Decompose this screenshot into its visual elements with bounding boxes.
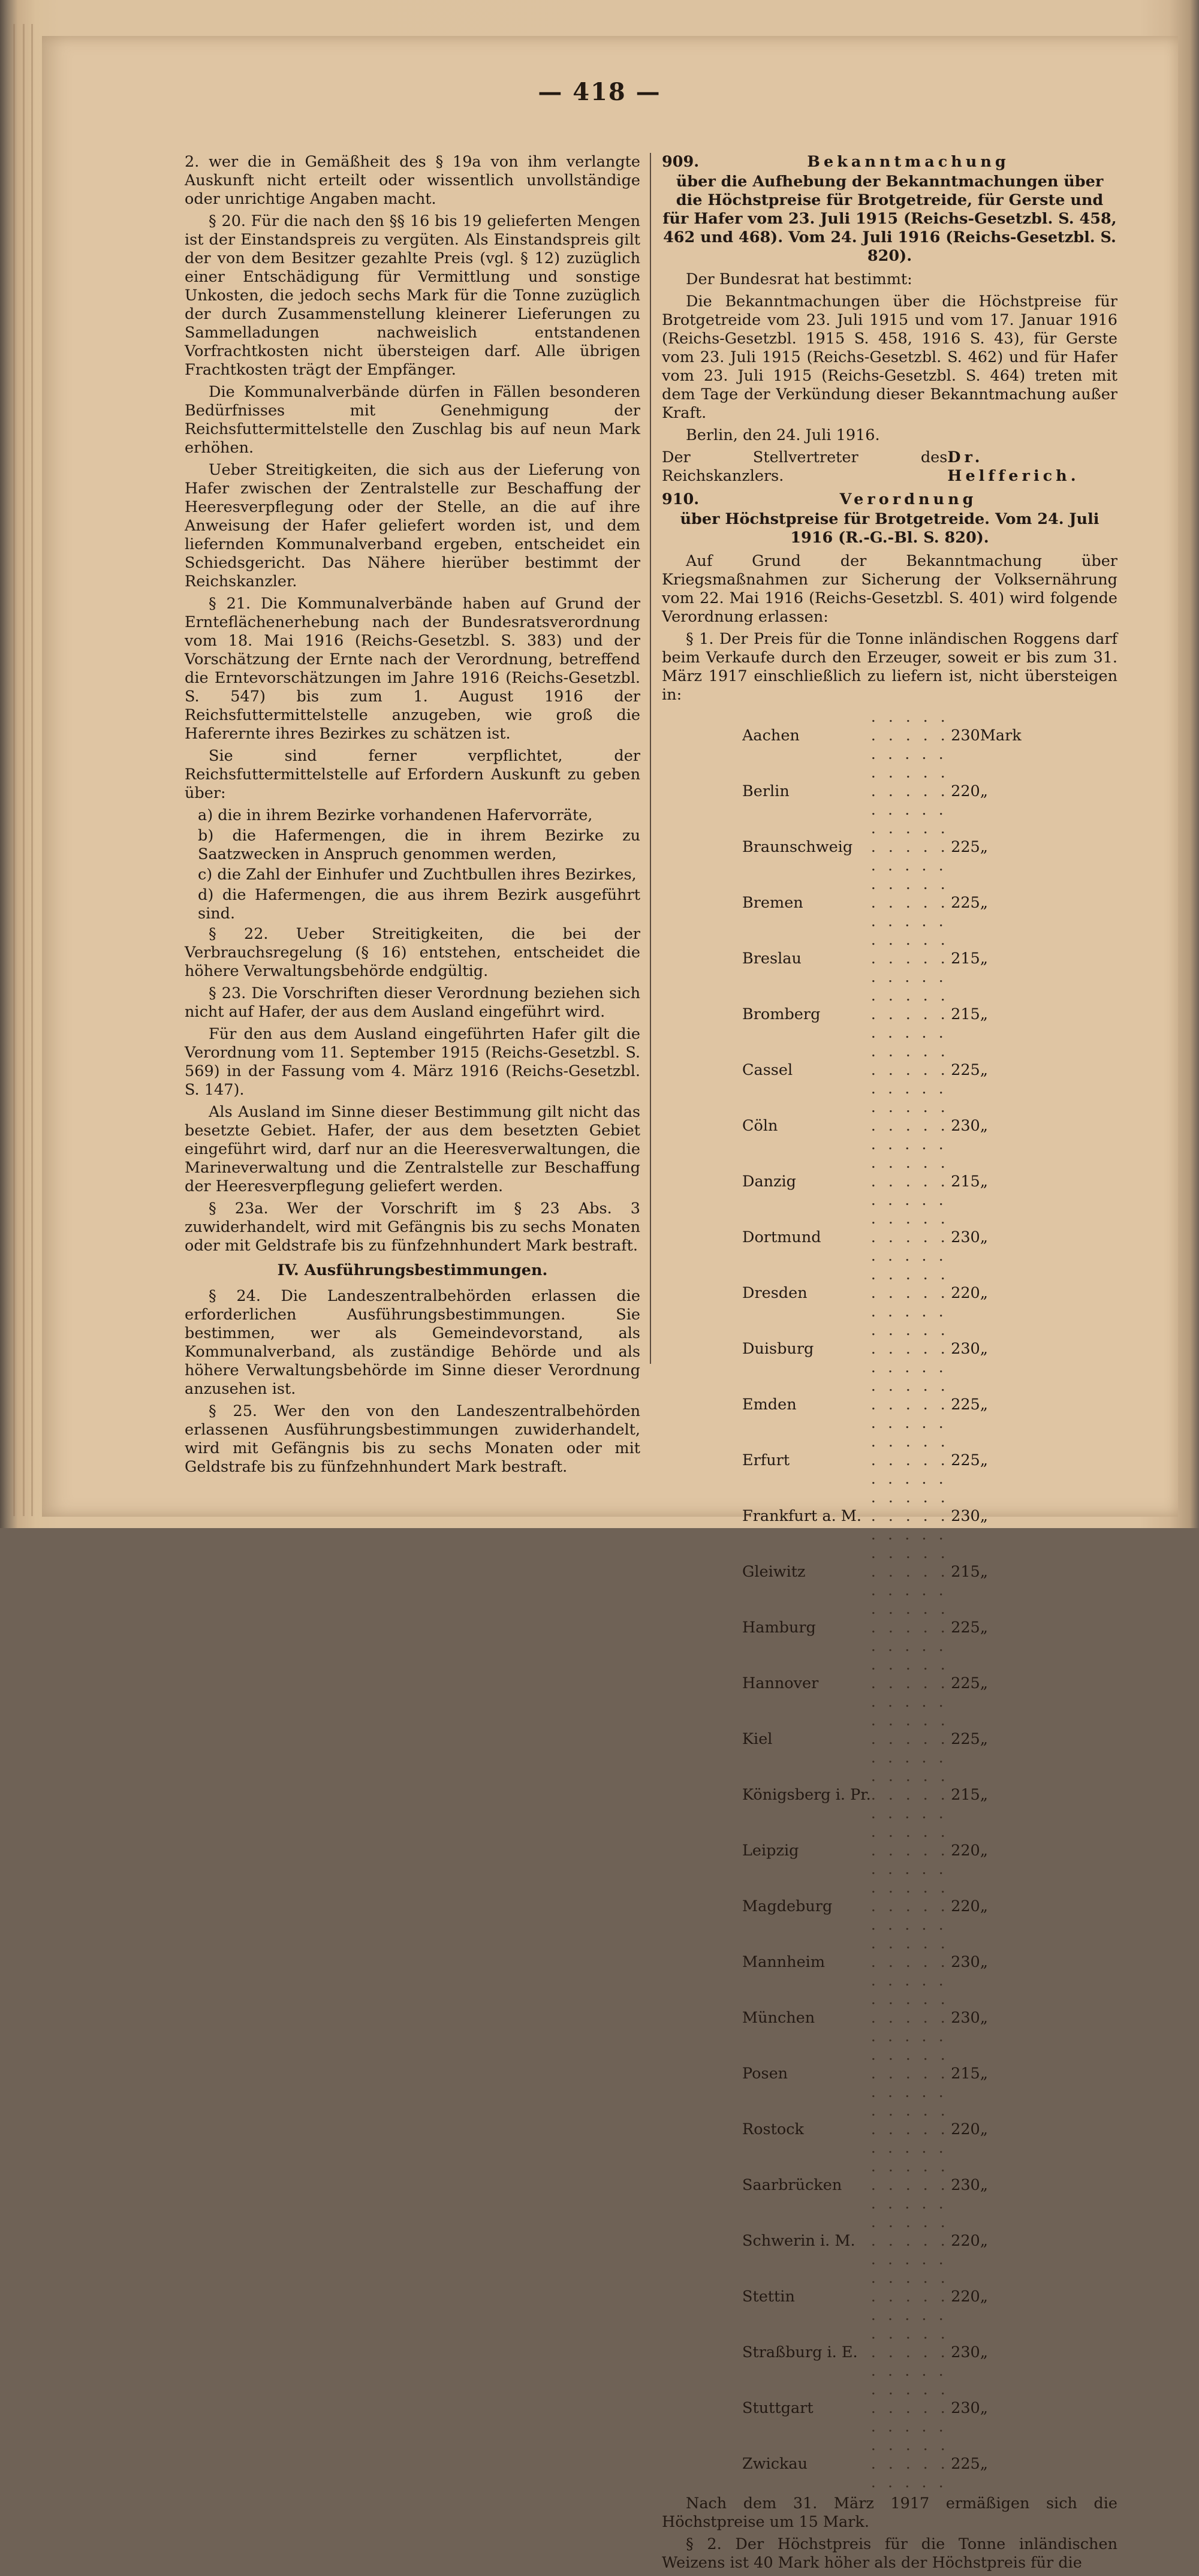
price-unit: „ (980, 2120, 988, 2138)
price-city: Saarbrücken (742, 2176, 842, 2194)
leader-dots: . . . . . . . . . . . . . . . (870, 1823, 949, 1878)
price-city: Breslau (742, 950, 802, 968)
price-value: 215 (951, 950, 980, 968)
price-row (742, 2381, 1028, 2436)
price-city: Gleiwitz (742, 1563, 806, 1581)
paragraph: § 22. Ueber Streitigkeiten, die bei der Verbrauchsregelung (§ 16) entstehen, entscheidet die höhere Verwaltungsbehörde endgültig. (185, 925, 640, 980)
list-item: a) die in ihrem Bezirke vorhandenen Hafervorräte, (198, 806, 593, 824)
price-row (742, 987, 1028, 1043)
price-value: 230 (951, 1340, 980, 1358)
leader-dots: . . . . . . . . . . . . . . . (870, 1266, 949, 1321)
price-unit: „ (980, 1396, 988, 1414)
price-unit: „ (980, 2399, 988, 2417)
price-city: Dresden (742, 1284, 808, 1302)
price-row (742, 1712, 1028, 1767)
paragraph: Für den aus dem Ausland eingeführten Hafer gilt die Verordnung vom 11. September 1915 (Reichs-Gesetzbl. S. 569) in der Fassung vom 4. März 1916 (Reichs-Gesetzbl. S. 147). (185, 1025, 640, 1099)
section-header-910 (662, 490, 1117, 509)
leader-dots: . . . . . . . . . . . . . . . (870, 875, 949, 930)
paragraph: Die Bekanntmachungen über die Höchstpreise für Brotgetreide vom 23. Juli 1915 und vom 17. Januar 1916 (Reichs-Gesetzbl. 1915 S. 458, 1916 S. 43), für Gerste vom 23. Juli 1915 (Reichs-Gesetzbl. S. 462) und für Hafer vom 23. Juli 1915 (Reichs-Gesetzbl. S. 464) treten mit dem Tage der Verkündung dieser Bekanntmachung außer Kraft. (662, 293, 1117, 422)
price-city: Posen (742, 2065, 788, 2083)
paragraph: § 2. Der Höchstpreis für die Tonne inländischen Weizens ist 40 Mark höher als der Höchstpreis für die (662, 2535, 1117, 2572)
leader-dots: . . . . . . . . . . . . . . . (870, 1098, 949, 1153)
price-value: 215 (951, 1563, 980, 1581)
price-city: Duisburg (742, 1340, 814, 1358)
leader-dots: . . . . . . . . . . . . . . . (870, 1767, 949, 1822)
price-value: 230 (951, 1228, 980, 1246)
left-column (185, 153, 640, 1480)
price-value: 220 (951, 1284, 980, 1302)
price-city: Rostock (742, 2120, 804, 2138)
price-row (742, 1879, 1028, 1935)
price-row (742, 1990, 1028, 2046)
leader-dots: . . . . . . . . . . . . . . . (870, 1154, 949, 1209)
price-unit: „ (980, 1228, 988, 1246)
price-unit: „ (980, 894, 988, 912)
leader-dots: . . . . . . . . . . . . . . . (870, 1935, 949, 1990)
price-value: 215 (951, 2065, 980, 2083)
section-title: Verordnung (839, 490, 977, 508)
price-row (742, 1600, 1028, 1656)
price-value: 220 (951, 1842, 980, 1860)
price-row (742, 1767, 1028, 1823)
price-row (742, 1935, 1028, 1990)
leader-dots: . . . . . . . . . . . . . . . (870, 1489, 949, 1544)
list-item: d) die Hafermengen, die aus ihrem Bezirk ausgeführt sind. (198, 886, 640, 923)
price-row (742, 1321, 1028, 1377)
price-city: Hannover (742, 1674, 819, 1692)
price-value: 220 (951, 2288, 980, 2306)
price-unit: „ (980, 950, 988, 968)
price-unit: „ (980, 1786, 988, 1804)
price-city: München (742, 2009, 815, 2027)
price-city: Magdeburg (742, 1897, 833, 1915)
leader-dots: . . . . . . . . . . . . . . . (870, 708, 949, 763)
price-unit: „ (980, 1005, 988, 1023)
paragraph: Die Kommunalverbände dürfen in Fällen besonderen Bedürfnisses mit Genehmigung der Reichsfuttermittelstelle den Zuschlag bis auf neun Mark erhöhen. (185, 383, 640, 457)
price-unit: „ (980, 1340, 988, 1358)
leader-dots: . . . . . . . . . . . . . . . (870, 987, 949, 1042)
paragraph: 2. wer die in Gemäßheit des § 19a von ihm verlangte Auskunft nicht erteilt oder wissentlich unvollständige oder unrichtige Angaben macht. (185, 153, 640, 208)
section-title: Bekanntmachung (807, 153, 1010, 171)
leader-dots: . . . . . . . . . . . . . . . (870, 2102, 949, 2157)
price-unit: „ (980, 1173, 988, 1191)
signature-name: Dr. Helfferich. (947, 448, 1080, 485)
leader-dots: . . . . . . . . . . . . . . . (870, 1990, 949, 2045)
price-value: 230 (951, 727, 980, 745)
price-row (742, 2213, 1028, 2269)
price-row (742, 2158, 1028, 2213)
price-unit: „ (980, 1563, 988, 1581)
price-unit: „ (980, 2232, 988, 2250)
leader-dots: . . . . . . . . . . . . . . . (870, 1321, 949, 1376)
price-city: Königsberg i. Pr. (742, 1786, 871, 1804)
price-unit: „ (980, 1897, 988, 1915)
price-value: 230 (951, 2399, 980, 2417)
price-city: Erfurt (742, 1451, 790, 1469)
leader-dots: . . . . . . . . . . . . . . . (870, 2325, 949, 2380)
signature-role: Der Stellvertreter des Reichskanzlers. (662, 448, 948, 485)
price-row (742, 2325, 1028, 2381)
price-unit: „ (980, 1507, 988, 1525)
leader-dots: . . . . . . . . . . . . . . . (870, 931, 949, 986)
leader-dots: . . . . . . . . . . . . . . . (870, 1433, 949, 1488)
price-city: Zwickau (742, 2455, 808, 2473)
page-number: — 418 — (538, 78, 661, 106)
leader-dots: . . . . . . . . . . . . . . . (870, 2158, 949, 2213)
price-value: 230 (951, 1953, 980, 1971)
leader-dots: . . . . . . . . . . . . . . . (870, 764, 949, 819)
price-row (742, 2046, 1028, 2102)
price-value: 225 (951, 1674, 980, 1692)
paragraph: § 24. Die Landeszentralbehörden erlassen die erforderlichen Ausführungsbestimmungen. Sie bestimmen, wer als Gemeindevorstand, als Kommunalverband, als zuständige Behörde und als höhere Verwaltungsbehörde im Sinne dieser Verordnung anzusehen ist. (185, 1287, 640, 1398)
price-city: Stettin (742, 2288, 795, 2306)
section-heading: IV. Ausführungsbestimmungen. (277, 1261, 548, 1279)
leader-dots: . . . . . . . . . . . . . . . (870, 2381, 949, 2436)
price-value: 225 (951, 1730, 980, 1748)
price-row (742, 1489, 1028, 1544)
section-subtitle: über Höchstpreise für Brotgetreide. Vom 24. Juli 1916 (R.-G.-Bl. S. 820). (680, 510, 1099, 547)
place-date: Berlin, den 24. Juli 1916. (686, 426, 880, 444)
price-city: Aachen (742, 727, 800, 745)
paragraph: § 25. Wer den von den Landeszentralbehörden erlassenen Ausführungsbestimmungen zuwiderhandelt, wird mit Gefängnis bis zu sechs Monaten oder mit Geldstrafe bis zu fünfzehnhundert Mark bestraft. (185, 1402, 640, 1476)
price-unit: „ (980, 2009, 988, 2027)
price-unit: „ (980, 1730, 988, 1748)
price-city: Emden (742, 1396, 797, 1414)
price-value: 225 (951, 1451, 980, 1469)
column-divider (650, 153, 651, 1364)
paragraph: Nach dem 31. März 1917 ermäßigen sich die Höchstpreise um 15 Mark. (662, 2494, 1117, 2531)
list-item: c) die Zahl der Einhufer und Zuchtbullen ihres Bezirkes, (198, 866, 637, 884)
price-row (742, 931, 1028, 987)
price-table-body (742, 708, 1028, 2492)
leader-dots: . . . . . . . . . . . . . . . (870, 2046, 949, 2101)
section-number: 909. (662, 153, 700, 171)
paragraph: Ueber Streitigkeiten, die sich aus der Lieferung von Hafer zwischen der Zentralstelle zur Beschaffung der Heeresverpflegung oder der Stelle, an die auf ihre Anweisung der Hafer geliefert worden ist, und dem liefernden Kommunalverband ergeben, entscheidet ein Schiedsgericht. Das Nähere hierüber bestimmt der Reichskanzler. (185, 461, 640, 590)
price-value: 230 (951, 2176, 980, 2194)
paragraph: Auf Grund der Bekanntmachung über Kriegsmaßnahmen zur Sicherung der Volksernährung vom 22. Mai 1916 (Reichs-Gesetzbl. S. 401) wird folgende Verordnung erlassen: (662, 552, 1117, 626)
price-value: 220 (951, 2120, 980, 2138)
price-value: 225 (951, 894, 980, 912)
price-unit: „ (980, 2176, 988, 2194)
paragraph: Als Ausland im Sinne dieser Bestimmung gilt nicht das besetzte Gebiet. Hafer, der aus dem besetzten Gebiet eingeführt wird, darf nur an die Heeresverwaltungen, die Marineverwaltung und die Zentralstelle zur Beschaffung der Heeresverpflegung geliefert werden. (185, 1103, 640, 1195)
price-value: 230 (951, 2343, 980, 2361)
price-city: Stuttgart (742, 2399, 814, 2417)
price-unit: „ (980, 838, 988, 856)
section-subtitle: über die Aufhebung der Bekanntmachungen über die Höchstpreise für Brotgetreide, für Gerste und für Hafer vom 23. Juli 1915 (Reichs-Gesetzbl. S. 458, 462 und 468). Vom 24. Juli 1916 (Reichs-Gesetzbl. S. 820). (662, 173, 1117, 265)
leader-dots: . . . . . . . . . . . . . . . (870, 820, 949, 875)
price-value: 215 (951, 1786, 980, 1804)
leader-dots: . . . . . . . . . . . . . . . (870, 1544, 949, 1599)
price-unit: „ (980, 782, 988, 800)
price-value: 225 (951, 1061, 980, 1079)
leader-dots: . . . . . . . . . . . . . . . (870, 2269, 949, 2324)
price-value: 225 (951, 1619, 980, 1637)
price-unit: „ (980, 2065, 988, 2083)
price-row (742, 1823, 1028, 1879)
price-value: 215 (951, 1173, 980, 1191)
price-city: Berlin (742, 782, 790, 800)
price-value: 225 (951, 2455, 980, 2473)
price-row (742, 764, 1028, 820)
price-city: Schwerin i. M. (742, 2232, 855, 2250)
price-unit: „ (980, 2455, 988, 2473)
price-value: 225 (951, 1396, 980, 1414)
price-unit: „ (980, 1117, 988, 1135)
price-row (742, 708, 1028, 764)
price-row (742, 2269, 1028, 2325)
price-city: Braunschweig (742, 838, 853, 856)
price-value: 230 (951, 1117, 980, 1135)
leader-dots: . . . . . . . . . . . . . . . (870, 1656, 949, 1711)
page-edge (23, 24, 25, 1516)
price-unit: „ (980, 1619, 988, 1637)
price-table (742, 708, 1028, 2492)
paragraph: § 21. Die Kommunalverbände haben auf Grund der Ernteflächenerhebung nach der Bundesratsverordnung vom 18. Mai 1916 (Reichs-Gesetzbl. S. 383) und der Vorschätzung der Ernte nach der Verordnung, betreffend die Erntevorschätzungen im Jahre 1916 (Reichs-Gesetzbl. S. 547) bis zum 1. August 1916 der Reichsfuttermittelstelle anzugeben, wie groß die Haferernte ihres Bezirkes zu schätzen ist. (185, 595, 640, 743)
price-row (742, 1098, 1028, 1154)
price-value: 220 (951, 782, 980, 800)
leader-dots: . . . . . . . . . . . . . . . (870, 1210, 949, 1265)
price-unit: „ (980, 1061, 988, 1079)
price-row (742, 1266, 1028, 1321)
price-city: Kiel (742, 1730, 773, 1748)
price-row (742, 1210, 1028, 1266)
leader-dots: . . . . . . . . . . . . . . . (870, 1043, 949, 1098)
price-unit: „ (980, 1953, 988, 1971)
price-row (742, 1043, 1028, 1098)
price-unit: „ (980, 2288, 988, 2306)
leader-dots: . . . . . . . . . . . . . . . (870, 1600, 949, 1655)
price-value: 220 (951, 2232, 980, 2250)
paragraph: § 1. Der Preis für die Tonne inländischen Roggens darf beim Verkaufe durch den Erzeuger, soweit er bis zum 31. März 1917 einschließlich zu liefern ist, nicht übersteigen in: (662, 630, 1117, 704)
paragraph: Sie sind ferner verpflichtet, der Reichsfuttermittelstelle auf Erfordern Auskunft zu geben über: (185, 747, 640, 802)
price-unit: „ (980, 2343, 988, 2361)
price-city: Bremen (742, 894, 803, 912)
price-city: Cassel (742, 1061, 793, 1079)
paragraph: § 23. Die Vorschriften dieser Verordnung beziehen sich nicht auf Hafer, der aus dem Ausland eingeführt wird. (185, 984, 640, 1021)
price-city: Frankfurt a. M. (742, 1507, 861, 1525)
price-value: 220 (951, 1897, 980, 1915)
leader-dots: . . . . . . . . . . . . . . . (870, 2213, 949, 2268)
leader-dots: . . . . . . . . . . . . . . . (870, 1377, 949, 1432)
paragraph: § 20. Für die nach den §§ 16 bis 19 gelieferten Mengen ist der Einstandspreis zu vergüten. Als Einstandspreis gilt der von dem Besitzer gezahlte Preis (vgl. § 12) zuzüglich einer Entschädigung für Vermittlung und sonstige Unkosten, die jedoch sechs Mark für die Tonne zuzüglich der durch Zusammenstellung kleinerer Lieferungen zu Sammelladungen nachweislich entstandenen Vorfrachtkosten nicht übersteigen darf. Alle übrigen Frachtkosten trägt der Empfänger. (185, 212, 640, 379)
price-value: 225 (951, 838, 980, 856)
section-header-909 (662, 153, 1117, 171)
price-unit: „ (980, 1284, 988, 1302)
price-row (742, 1544, 1028, 1600)
price-city: Straßburg i. E. (742, 2343, 858, 2361)
leader-dots: . . . . . . . . . . . . . . . (870, 2436, 949, 2491)
price-city: Hamburg (742, 1619, 816, 1637)
price-value: 230 (951, 2009, 980, 2027)
price-row (742, 2102, 1028, 2158)
price-unit: Mark (980, 727, 1022, 745)
price-value: 215 (951, 1005, 980, 1023)
price-unit: „ (980, 1842, 988, 1860)
price-unit: „ (980, 1674, 988, 1692)
page-edge (13, 24, 15, 1516)
price-row (742, 1433, 1028, 1489)
paragraph: § 23a. Wer der Vorschrift im § 23 Abs. 3 zuwiderhandelt, wird mit Gefängnis bis zu sechs Monaten oder mit Geldstrafe bis zu fünfzehnhundert Mark bestraft. (185, 1200, 640, 1255)
price-unit: „ (980, 1451, 988, 1469)
leader-dots: . . . . . . . . . . . . . . . (870, 1879, 949, 1934)
price-row (742, 875, 1028, 931)
price-city: Danzig (742, 1173, 796, 1191)
list-item: b) die Hafermengen, die in ihrem Bezirke zu Saatzwecken in Anspruch genommen werden, (198, 827, 640, 863)
price-row (742, 1154, 1028, 1210)
price-city: Cöln (742, 1117, 778, 1135)
page-edge (31, 24, 33, 1516)
price-row (742, 820, 1028, 875)
price-city: Mannheim (742, 1953, 826, 1971)
signature-line (662, 448, 1117, 486)
price-value: 230 (951, 1507, 980, 1525)
price-city: Leipzig (742, 1842, 799, 1860)
price-row (742, 1377, 1028, 1433)
price-city: Bromberg (742, 1005, 821, 1023)
price-row (742, 2436, 1028, 2492)
price-row (742, 1656, 1028, 1712)
section-number: 910. (662, 490, 700, 508)
leader-dots: . . . . . . . . . . . . . . . (870, 1712, 949, 1767)
right-column (662, 153, 1117, 2576)
price-city: Dortmund (742, 1228, 821, 1246)
paragraph: Der Bundesrat hat bestimmt: (686, 270, 912, 288)
